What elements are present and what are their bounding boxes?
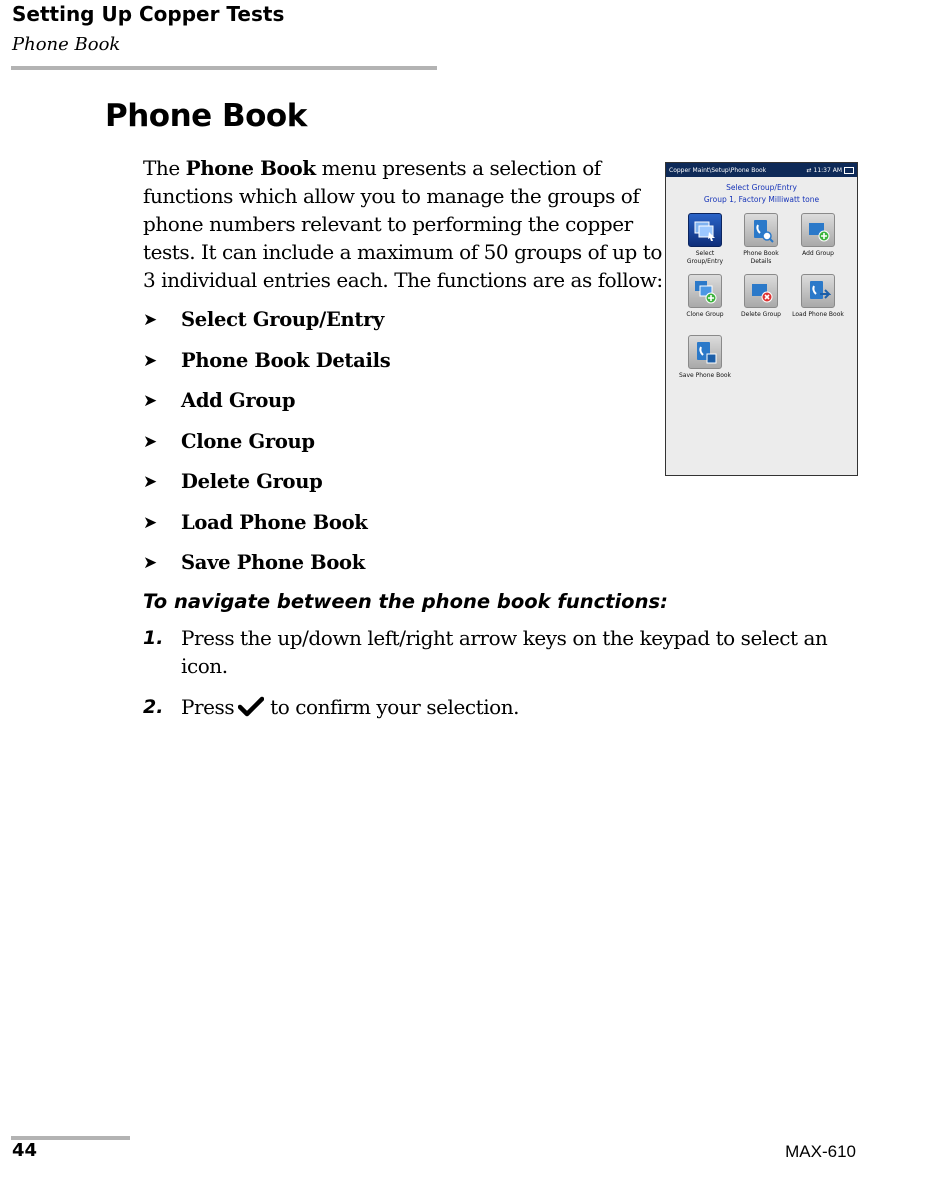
tile-select-group[interactable] bbox=[677, 213, 733, 266]
list-item bbox=[143, 306, 390, 347]
list-item bbox=[143, 347, 390, 388]
page-title: Phone Book bbox=[105, 98, 307, 134]
arrow-bullet-icon: ➤ bbox=[143, 350, 158, 371]
tile-save-phone-book[interactable] bbox=[677, 335, 733, 380]
device-status bbox=[806, 167, 854, 174]
intro-paragraph bbox=[143, 154, 663, 294]
intro-text-rest: menu presents a selection of functions which allow you to manage the groups of phone numbers relevant to performing the copper tests. It can include a maximum of 50 groups of up to 3 individual entries each. The functions are as follow: bbox=[143, 156, 663, 292]
arrow-bullet-icon: ➤ bbox=[143, 310, 158, 330]
device-breadcrumb: Copper Maint\Setup\Phone Book bbox=[669, 166, 767, 174]
function-label: Add Group bbox=[181, 389, 296, 412]
checkmark-icon bbox=[238, 696, 264, 718]
tile-label: Select Group/Entry bbox=[686, 250, 724, 265]
intro-text-start: The bbox=[143, 156, 186, 180]
save-phone-book-icon bbox=[688, 335, 722, 369]
list-item bbox=[143, 468, 390, 509]
list-item bbox=[143, 549, 390, 590]
intro-bold-term: Phone Book bbox=[185, 156, 316, 180]
list-item bbox=[143, 428, 390, 469]
delete-group-icon bbox=[744, 274, 778, 308]
tile-label: Delete Group bbox=[741, 311, 781, 318]
tile-label: Clone Group bbox=[686, 311, 724, 318]
function-label: Clone Group bbox=[181, 429, 315, 453]
load-phone-book-icon bbox=[801, 274, 835, 308]
tile-label: Phone Book Details bbox=[743, 250, 779, 265]
device-selection-line: Select Group/Entry bbox=[726, 183, 797, 192]
step-text-before: Press bbox=[181, 695, 235, 719]
function-label: Load Phone Book bbox=[181, 510, 368, 534]
procedure-heading: To navigate between the phone book functions: bbox=[143, 590, 668, 613]
running-header-title: Setting Up Copper Tests bbox=[12, 2, 285, 26]
arrow-bullet-icon: ➤ bbox=[143, 431, 158, 452]
tile-label: Load Phone Book bbox=[792, 311, 844, 318]
device-group-line: Group 1, Factory Milliwatt tone bbox=[703, 195, 820, 204]
step-text bbox=[181, 693, 519, 721]
step-number: 1. bbox=[143, 627, 164, 649]
tile-add-group[interactable] bbox=[790, 213, 846, 258]
list-item bbox=[143, 509, 390, 550]
product-name: MAX-610 bbox=[785, 1142, 856, 1161]
function-list bbox=[143, 306, 390, 590]
function-label: Delete Group bbox=[181, 470, 323, 493]
list-item bbox=[143, 387, 390, 428]
arrow-bullet-icon: ➤ bbox=[143, 391, 158, 411]
tile-label: Add Group bbox=[802, 250, 834, 257]
function-label: Phone Book Details bbox=[181, 348, 391, 372]
arrow-bullet-icon: ➤ bbox=[143, 512, 158, 533]
step-number: 2. bbox=[143, 696, 164, 718]
device-title-bar bbox=[666, 163, 857, 177]
function-label: Save Phone Book bbox=[181, 551, 365, 574]
add-group-icon bbox=[801, 213, 835, 247]
arrow-bullet-icon: ➤ bbox=[143, 472, 158, 492]
device-screenshot bbox=[665, 162, 858, 476]
step-text: Press the up/down left/right arrow keys on the keypad to select an icon. bbox=[181, 626, 828, 678]
step-text-after: to confirm your selection. bbox=[270, 695, 520, 719]
tile-delete-group[interactable] bbox=[733, 274, 789, 319]
tile-phone-book-details[interactable] bbox=[733, 213, 789, 266]
battery-icon bbox=[844, 167, 854, 174]
phone-book-details-icon bbox=[744, 213, 778, 247]
select-group-icon bbox=[688, 213, 722, 247]
header-rule bbox=[11, 66, 437, 70]
page-number: 44 bbox=[12, 1140, 38, 1161]
step-item bbox=[143, 624, 833, 680]
tile-label: Save Phone Book bbox=[678, 372, 732, 379]
running-header-subtitle: Phone Book bbox=[12, 34, 121, 55]
procedure-steps bbox=[143, 624, 833, 734]
tile-clone-group[interactable] bbox=[677, 274, 733, 319]
device-time: 11:37 AM bbox=[813, 166, 842, 174]
tile-load-phone-book[interactable] bbox=[790, 274, 846, 319]
sync-icon: ⇄ bbox=[806, 166, 812, 174]
arrow-bullet-icon: ➤ bbox=[143, 553, 158, 573]
function-label: Select Group/Entry bbox=[181, 308, 385, 331]
step-item bbox=[143, 693, 833, 721]
clone-group-icon bbox=[688, 274, 722, 308]
